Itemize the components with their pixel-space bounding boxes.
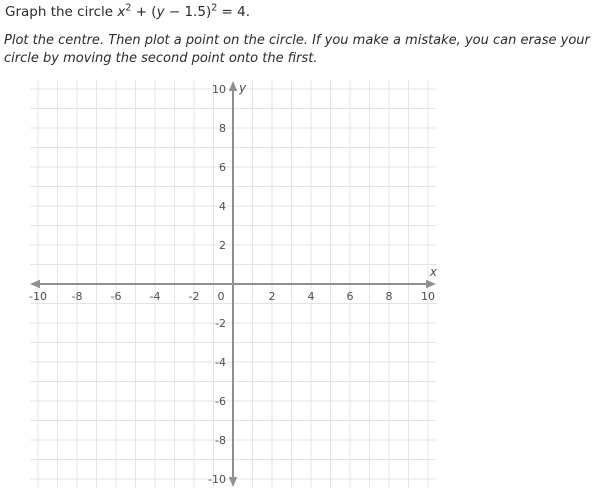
y-tick-label: -8: [215, 434, 226, 447]
x-tick-label: -2: [188, 290, 200, 303]
equation-text: = 4.: [217, 4, 251, 20]
x-tick-label: -6: [110, 290, 122, 303]
equation-exponent: 2: [211, 2, 218, 14]
x-tick-label: 2: [268, 290, 276, 303]
y-tick-label: 4: [219, 200, 226, 213]
x-axis-label: x: [429, 265, 437, 279]
equation-text: − 1.5): [164, 4, 212, 20]
y-tick-label: -4: [215, 356, 226, 369]
x-tick-label: -4: [149, 290, 161, 303]
y-tick-label: -10: [208, 473, 226, 486]
x-axis-arrow-left-icon: [30, 280, 40, 288]
equation-text: x: [117, 4, 126, 20]
y-axis-label: y: [239, 81, 247, 95]
x-tick-label: 8: [385, 290, 393, 303]
y-axis-arrow-up-icon: [229, 81, 237, 91]
y-tick-label: -6: [215, 395, 226, 408]
instruction-line-1: Plot the centre. Then plot a point on the circle. If you make a mistake, you can erase your: [4, 33, 590, 48]
equation-exponent: 2: [125, 2, 132, 14]
equation-text: y: [156, 4, 165, 20]
y-axis-arrow-down-icon: [229, 477, 237, 487]
y-tick-label: 8: [219, 122, 226, 135]
equation-text: + (: [131, 4, 157, 20]
origin-label: 0: [217, 290, 225, 303]
x-tick-label: -10: [29, 290, 47, 303]
problem-statement: [5, 3, 250, 21]
x-tick-label: 4: [307, 290, 315, 303]
grid-canvas[interactable]: [28, 79, 438, 489]
x-tick-label: 10: [421, 290, 435, 303]
instruction-line-2: circle by moving the second point onto the first.: [4, 51, 318, 66]
problem-equation: [5, 4, 250, 20]
equation-text: Graph the circle: [5, 4, 118, 20]
y-tick-label: 6: [219, 161, 226, 174]
y-tick-label: -2: [215, 317, 226, 330]
y-tick-label: 2: [219, 239, 226, 252]
problem-instructions: [4, 32, 590, 68]
y-tick-label: 10: [212, 83, 226, 96]
coordinate-grid[interactable]: [28, 79, 438, 489]
x-tick-label: 6: [346, 290, 354, 303]
x-tick-label: -8: [71, 290, 83, 303]
x-axis-arrow-right-icon: [426, 280, 436, 288]
